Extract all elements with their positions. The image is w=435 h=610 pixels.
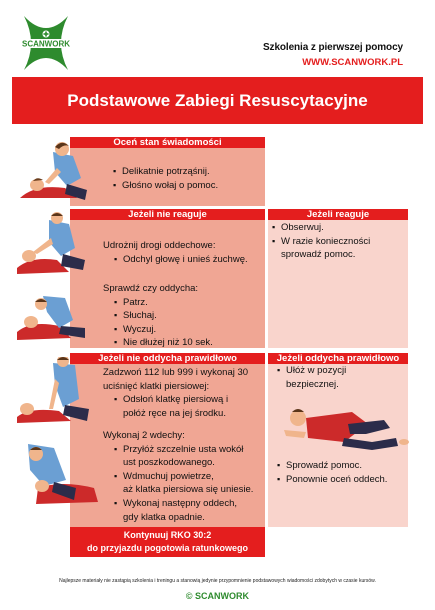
list-item-continuation: połóż ręce na jej środku. xyxy=(123,407,226,419)
call-line-1: Zadzwoń 112 lub 999 i wykonaj 30 xyxy=(103,367,249,378)
chest-compression-illustration xyxy=(13,357,101,429)
list-item-continuation: aż klatka piersiowa się uniesie. xyxy=(123,484,254,496)
section1-heading: Oceń stan świadomości xyxy=(70,137,265,148)
list-item: ▪ Wyczuj. xyxy=(114,323,157,335)
head-tilt-illustration xyxy=(13,212,98,280)
logo-text: SCANWORK xyxy=(22,39,70,49)
list-item-continuation: ust poszkodowanego. xyxy=(123,457,215,469)
recovery-position-block xyxy=(277,364,346,391)
list-item: ▪ Słuchaj. xyxy=(114,310,157,322)
list-item: ▪ Wykonaj następny oddech, xyxy=(114,497,237,509)
list-item-continuation: sprowadź pomoc. xyxy=(281,249,356,261)
section3-left-heading: Jeżeli nie oddycha prawidłowo xyxy=(70,353,265,364)
section2-right-list xyxy=(272,221,370,262)
list-item: ▪ Głośno wołaj o pomoc. xyxy=(113,179,219,191)
footer-brand: © SCANWORK xyxy=(185,591,250,601)
recovery-position-illustration xyxy=(272,398,412,456)
list-item: ▪ Odsłoń klatkę piersiową i xyxy=(114,394,229,406)
page-title: Podstawowe Zabiegi Resuscytacyjne xyxy=(12,77,423,124)
section3-right-heading: Jeżeli oddycha prawidłowo xyxy=(268,353,408,364)
list-item: ▪ Odchyl głowę i unieś żuchwę. xyxy=(114,253,248,265)
list-item: ▪ Ułóż w pozycji xyxy=(277,365,347,376)
list-item: ▪ Przyłóż szczelnie usta wokół xyxy=(114,443,244,455)
list-item: ▪ Delikatnie potrząśnij. xyxy=(113,166,210,177)
logo-x-icon xyxy=(10,12,82,74)
section2-right-heading: Jeżeli reaguje xyxy=(268,209,408,220)
list-item: ▪ Patrz. xyxy=(114,296,148,308)
list-item-continuation: gdy klatka opadnie. xyxy=(123,511,205,523)
list-item: ▪ Wdmuchuj powietrze, xyxy=(114,470,214,482)
continue-cpr-line-1: Kontynuuj RKO 30:2 xyxy=(123,530,212,540)
list-item: ▪ W razie konieczności xyxy=(272,235,371,247)
call-line-2: uciśnięć klatki piersiowej: xyxy=(103,380,210,392)
rescue-breath-illustration xyxy=(14,430,104,514)
header-url-link[interactable]: WWW.SCANWORK.PL xyxy=(302,57,403,68)
header-tagline: Szkolenia z pierwszej pomocy xyxy=(262,42,403,53)
breaths-heading: Wykonaj 2 wdechy: xyxy=(103,430,185,441)
list-item: ▪ Ponownie oceń oddech. xyxy=(277,473,388,485)
check-breathing-illustration xyxy=(15,282,95,344)
section2-left-heading: Jeżeli nie reaguje xyxy=(70,209,265,220)
breathing-heading: Sprawdź czy oddycha: xyxy=(103,283,199,294)
continue-cpr-banner xyxy=(70,527,265,557)
continue-cpr-line-2: do przyjazdu pogotowia ratunkowego xyxy=(87,543,248,553)
list-item: ▪ Nie dłużej niż 10 sek. xyxy=(114,337,213,349)
footer-disclaimer: Najlepsze materiały nie zastąpią szkolenia i treningu a stanowią jedynie przypomnienie podstawowych wiadomości zdobytych w czasie kursów. xyxy=(59,578,376,584)
section3-right-list xyxy=(277,459,387,486)
shaking-shoulders-illustration xyxy=(15,138,100,204)
scanwork-logo xyxy=(10,12,82,74)
airway-heading: Udrożnij drogi oddechowe: xyxy=(103,240,216,251)
header xyxy=(263,42,403,68)
list-item-continuation: bezpiecznej. xyxy=(286,378,339,390)
compression-block xyxy=(103,366,248,420)
breaths-block xyxy=(103,429,253,524)
section1-bullet-list xyxy=(113,165,218,192)
airway-block xyxy=(103,239,248,266)
list-item: ▪ Sprowadź pomoc. xyxy=(277,460,363,471)
list-item: ▪ Obserwuj. xyxy=(272,222,324,233)
breathing-block xyxy=(103,282,213,350)
